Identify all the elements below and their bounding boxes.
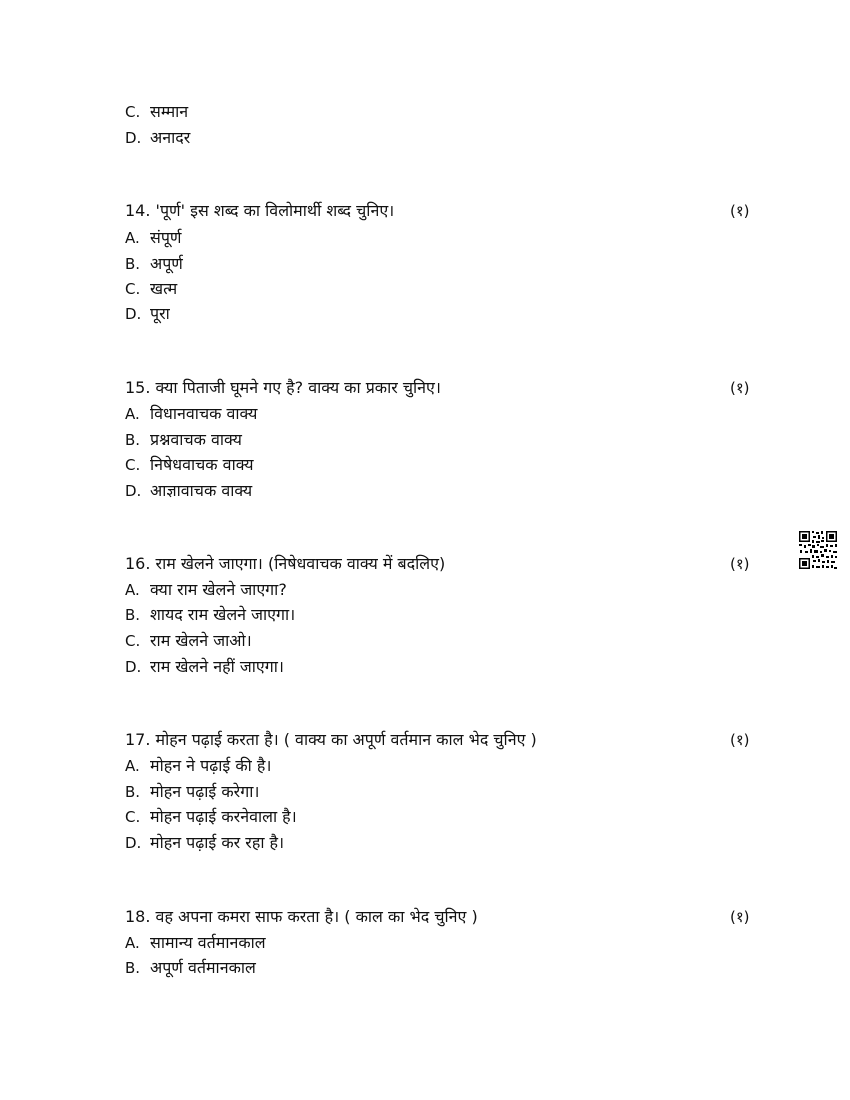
option-text: संपूर्ण [150, 228, 182, 247]
option-letter: A. [125, 581, 140, 599]
option-text: सम्मान [150, 102, 189, 121]
option-letter: B. [125, 959, 141, 977]
option-letter: A. [125, 405, 140, 423]
option-text: अनादर [150, 128, 191, 147]
question-marks: (१) [730, 555, 750, 573]
option-letter: A. [125, 229, 140, 247]
question-text: 17. मोहन पढ़ाई करता है। ( वाक्य का अपूर्ण वर्तमान काल भेद चुनिए ) [125, 730, 537, 749]
question-marks: (१) [730, 908, 750, 926]
question-text: 15. क्या पिताजी घूमने गए है? वाक्य का प्रकार चुनिए। [125, 378, 441, 397]
option-letter: C. [125, 280, 141, 298]
option-letter: A. [125, 934, 140, 952]
option-text: मोहन पढ़ाई कर रहा है। [150, 833, 285, 852]
option-text: मोहन पढ़ाई करेगा। [150, 782, 260, 801]
option-text: खत्म [150, 279, 178, 298]
option-letter: A. [125, 757, 140, 775]
option-text: अपूर्ण [150, 254, 183, 273]
option-letter: B. [125, 255, 141, 273]
option-letter: C. [125, 632, 141, 650]
option-letter: D. [125, 482, 142, 500]
question-marks: (१) [730, 202, 750, 220]
option-letter: B. [125, 606, 141, 624]
option-letter: D. [125, 129, 142, 147]
question-text: 14. 'पूर्ण' इस शब्द का विलोमार्थी शब्द चुनिए। [125, 201, 395, 220]
option-text: पूरा [150, 304, 170, 323]
qr-code-icon[interactable] [798, 530, 838, 570]
option-text: अपूर्ण वर्तमानकाल [150, 958, 256, 977]
question-text: 18. वह अपना कमरा साफ करता है। ( काल का भेद चुनिए ) [125, 907, 478, 926]
option-letter: D. [125, 305, 142, 323]
question-text: 16. राम खेलने जाएगा। (निषेधवाचक वाक्य में बदलिए) [125, 554, 446, 573]
option-text: शायद राम खेलने जाएगा। [150, 605, 296, 624]
option-letter: C. [125, 808, 141, 826]
option-letter: C. [125, 456, 141, 474]
question-marks: (१) [730, 731, 750, 749]
option-text: सामान्य वर्तमानकाल [150, 933, 266, 952]
option-text: क्या राम खेलने जाएगा? [150, 580, 287, 599]
question-marks: (१) [730, 379, 750, 397]
option-text: राम खेलने जाओ। [150, 631, 252, 650]
option-letter: D. [125, 834, 142, 852]
option-letter: B. [125, 783, 141, 801]
option-text: आज्ञावाचक वाक्य [150, 481, 253, 500]
option-letter: C. [125, 103, 141, 121]
option-text: निषेधवाचक वाक्य [150, 455, 254, 474]
option-text: विधानवाचक वाक्य [150, 404, 258, 423]
option-text: राम खेलने नहीं जाएगा। [150, 657, 284, 676]
option-letter: B. [125, 431, 141, 449]
option-letter: D. [125, 658, 142, 676]
option-text: प्रश्नवाचक वाक्य [150, 430, 242, 449]
option-text: मोहन पढ़ाई करनेवाला है। [150, 807, 297, 826]
option-text: मोहन ने पढ़ाई की है। [150, 756, 272, 775]
